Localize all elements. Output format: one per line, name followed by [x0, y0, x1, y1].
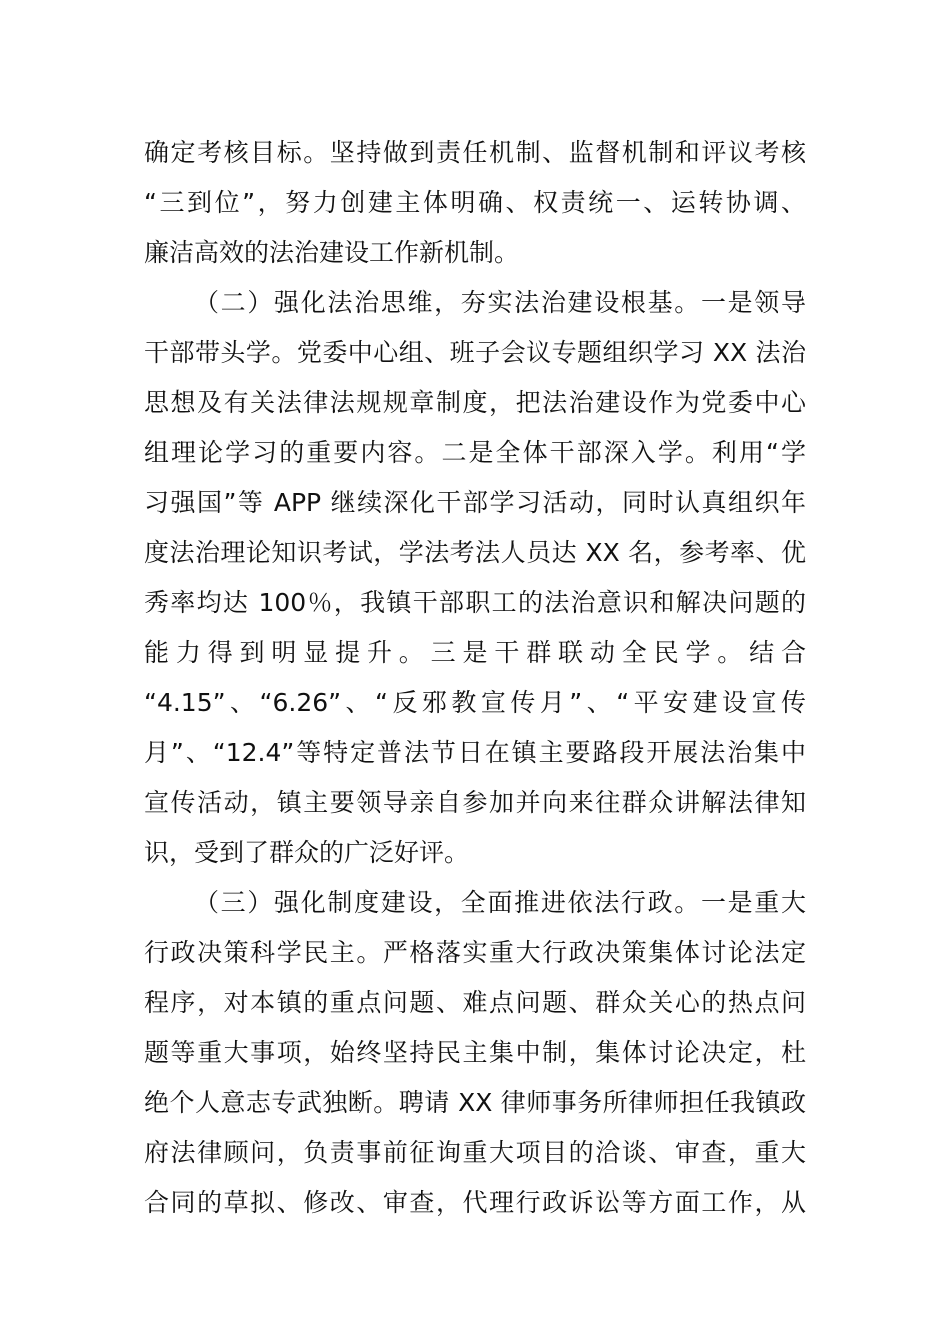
text-line: 干部带头学。党委中心组、班子会议专题组织学习 XX 法治 [144, 338, 806, 367]
text-line: 度法治理论知识考试，学法考法人员达 XX 名，参考率、优 [144, 538, 806, 567]
text-line: 识，受到了群众的广泛好评。 [144, 838, 470, 867]
text-line: 程序，对本镇的重点问题、难点问题、群众关心的热点问 [144, 988, 806, 1017]
text-line: 思想及有关法律法规规章制度，把法治建设作为党委中心 [144, 388, 806, 417]
text-line: 组理论学习的重要内容。二是全体干部深入学。利用“学 [144, 438, 806, 467]
text-line: 合同的草拟、修改、审查，代理行政诉讼等方面工作，从 [144, 1188, 806, 1217]
text-line: 题等重大事项，始终坚持民主集中制，集体讨论决定，杜 [144, 1038, 806, 1067]
text-line: 绝个人意志专武独断。聘请 XX 律师事务所律师担任我镇政 [144, 1088, 806, 1117]
text-line: 习强国”等 APP 继续深化干部学习活动，同时认真组织年 [144, 488, 806, 517]
text-line: “4.15”、“6.26”、“反邪教宣传月”、“平安建设宣传 [144, 688, 806, 717]
text-line: 宣传活动，镇主要领导亲自参加并向来往群众讲解法律知 [144, 788, 806, 817]
text-line: 能力得到明显提升。三是干群联动全民学。结合 [144, 638, 806, 667]
document-body [144, 128, 806, 1228]
text-line: 行政决策科学民主。严格落实重大行政决策集体讨论法定 [144, 938, 806, 967]
text-line: “三到位”，努力创建主体明确、权责统一、运转协调、 [144, 188, 806, 217]
paragraph-heading-line: （三）强化制度建设，全面推进依法行政。一是重大 [194, 888, 806, 917]
text-line: 月”、“12.4”等特定普法节日在镇主要路段开展法治集中 [144, 738, 806, 767]
text-line: 廉洁高效的法治建设工作新机制。 [144, 238, 520, 267]
text-line: 确定考核目标。坚持做到责任机制、监督机制和评议考核 [144, 138, 806, 167]
text-line: 秀率均达 100％，我镇干部职工的法治意识和解决问题的 [144, 588, 806, 617]
text-line: 府法律顾问，负责事前征询重大项目的洽谈、审查，重大 [144, 1138, 806, 1167]
paragraph-heading-line: （二）强化法治思维，夯实法治建设根基。一是领导 [194, 288, 806, 317]
